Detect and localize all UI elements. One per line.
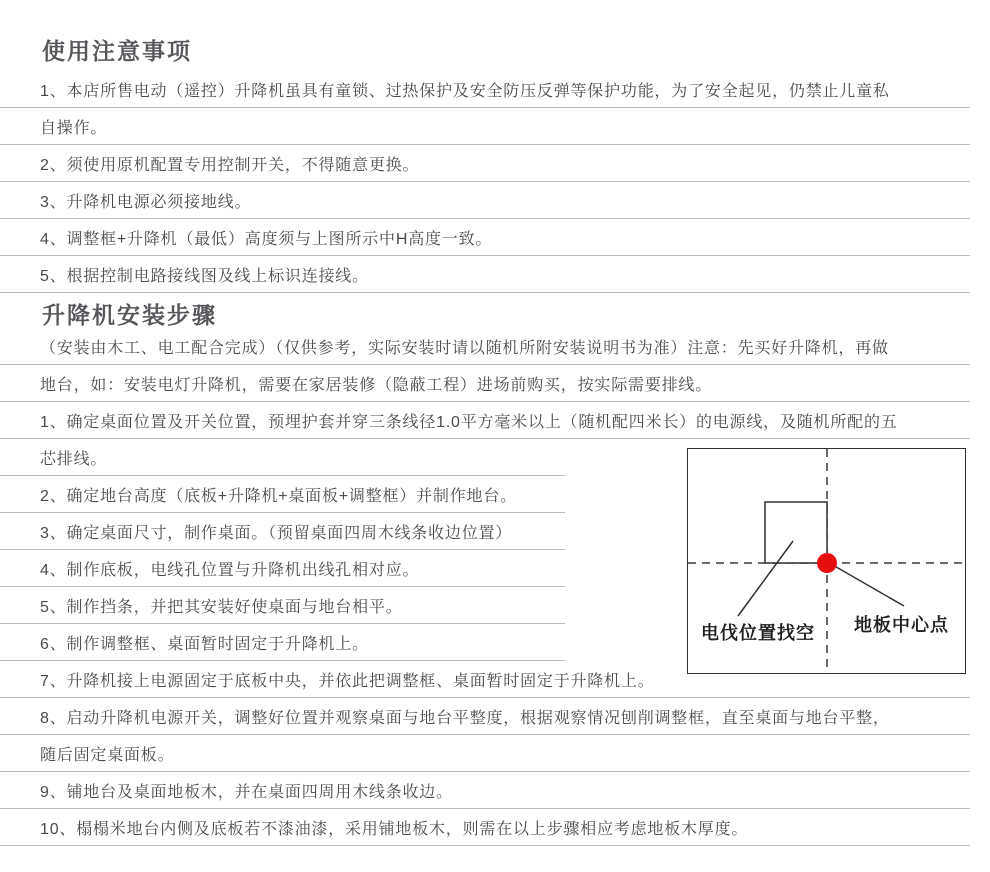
notice-line: 4、调整框+升降机（最低）高度须与上图所示中H高度一致。 bbox=[0, 219, 970, 256]
install-step-line: 4、制作底板，电线孔位置与升降机出线孔相对应。 bbox=[0, 550, 565, 587]
section-title-install-steps: 升降机安装步骤 bbox=[42, 302, 217, 328]
install-step-line: 芯排线。 bbox=[0, 439, 565, 476]
install-step-line: 8、启动升降机电源开关，调整好位置并观察桌面与地台平整度，根据观察情况刨削调整框，直至桌面与地台平整， bbox=[0, 698, 970, 735]
install-step-line: 7、升降机接上电源固定于底板中央，并依此把调整框、桌面暂时固定于升降机上。 bbox=[0, 661, 970, 698]
notice-line: 5、根据控制电路接线图及线上标识连接线。 bbox=[0, 256, 970, 293]
notice-line: 2、须使用原机配置专用控制开关，不得随意更换。 bbox=[0, 145, 970, 182]
install-step-line: 9、铺地台及桌面地板木，并在桌面四周用木线条收边。 bbox=[0, 772, 970, 809]
install-step-line: 6、制作调整框、桌面暂时固定于升降机上。 bbox=[0, 624, 565, 661]
floor-center-dot bbox=[817, 553, 837, 573]
install-step-line: 2、确定地台高度（底板+升降机+桌面板+调整框）并制作地台。 bbox=[0, 476, 565, 513]
notice-line: 1、本店所售电动（遥控）升降机虽具有童锁、过热保护及安全防压反弹等保护功能，为了安全起见，仍禁止儿童私 bbox=[0, 71, 970, 108]
install-step-line: 地台，如：安装电灯升降机，需要在家居装修（隐蔽工程）进场前购买，按实际需要排线。 bbox=[0, 365, 970, 402]
install-step-line: 3、确定桌面尺寸，制作桌面。（预留桌面四周木线条收边位置） bbox=[0, 513, 565, 550]
install-step-line: 5、制作挡条，并把其安装好使桌面与地台相平。 bbox=[0, 587, 565, 624]
install-step-line: 随后固定桌面板。 bbox=[0, 735, 970, 772]
section-title-usage-notes: 使用注意事项 bbox=[42, 38, 192, 64]
install-step-line: 1、确定桌面位置及开关位置，预埋护套并穿三条线径1.0平方毫米以上（随机配四米长）的电源线，及随机所配的五 bbox=[0, 402, 970, 439]
notice-line: 自操作。 bbox=[0, 108, 970, 145]
cable-cutout-square bbox=[765, 502, 827, 563]
diagram-label-cable-cutout: 电伐位置找空 bbox=[701, 623, 815, 643]
install-step-line: （安装由木工、电工配合完成）（仅供参考，实际安装时请以随机所附安装说明书为准）注意：先买好升降机，再做 bbox=[0, 328, 970, 365]
notice-line: 3、升降机电源必须接地线。 bbox=[0, 182, 970, 219]
usage-notes-list bbox=[0, 71, 970, 293]
diagram-label-floor-center: 地板中心点 bbox=[854, 615, 949, 635]
install-step-line: 10、榻榻米地台内侧及底板若不漆油漆，采用铺地板木，则需在以上步骤相应考虑地板木厚度。 bbox=[0, 809, 970, 846]
floor-center-diagram bbox=[687, 448, 966, 674]
leader-line-center bbox=[831, 564, 904, 606]
